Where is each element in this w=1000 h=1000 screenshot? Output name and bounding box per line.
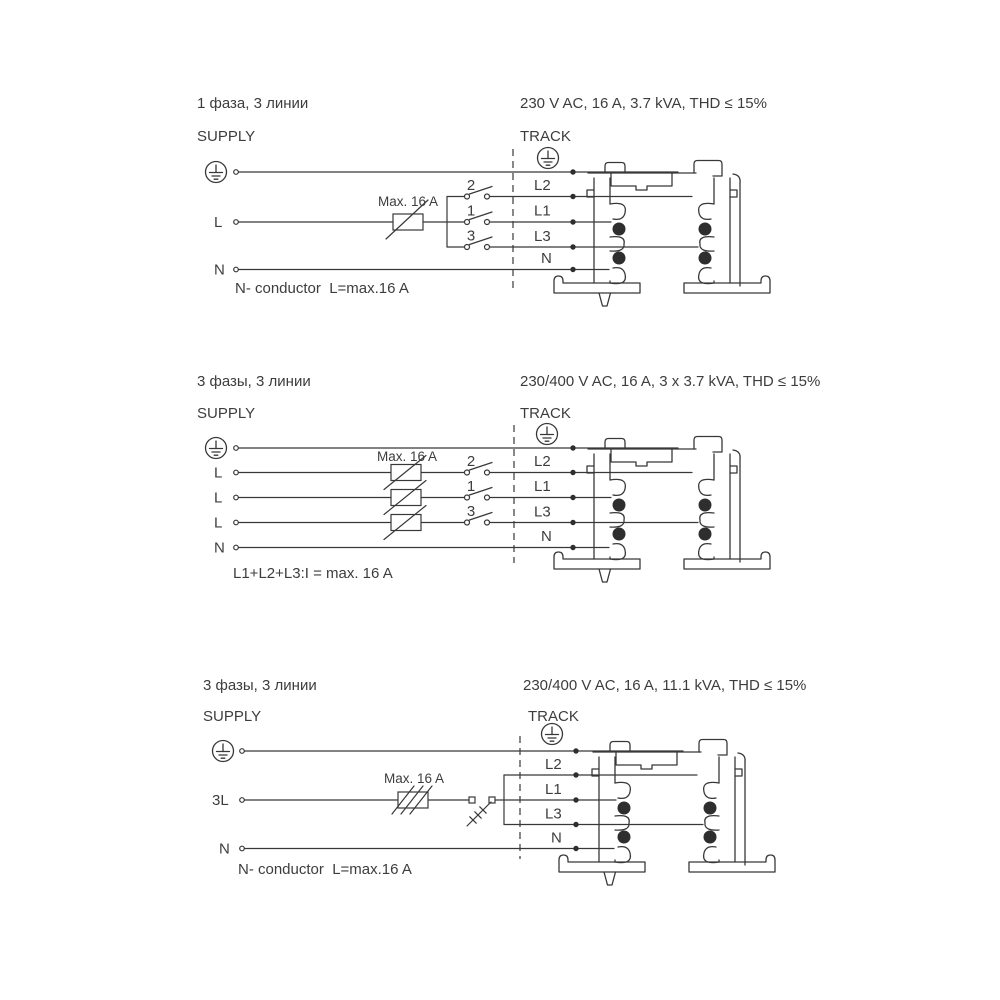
- fuse-symbols: [377, 449, 437, 540]
- terminal-label-l1: L: [214, 464, 223, 482]
- track-line-labels: [545, 756, 562, 847]
- track-label-n: N: [541, 528, 552, 545]
- switch-number-2: 2: [466, 177, 476, 194]
- terminal-label-n: N: [219, 840, 230, 858]
- track-label-l3: L3: [534, 503, 551, 521]
- supply-earth-icon: [206, 162, 227, 183]
- supply-heading: SUPPLY: [197, 128, 256, 145]
- phase-label: 3 фазы, 3 линии: [197, 373, 311, 390]
- track-label-l3: L3: [534, 228, 551, 245]
- diagram-single-phase-3-lines: [0, 90, 1000, 315]
- fuse-symbol-3pole: [384, 771, 444, 814]
- track-label-l2: L2: [534, 177, 551, 194]
- junction-dots: [570, 445, 575, 550]
- phase-label: 3 фазы, 3 линии: [203, 677, 317, 694]
- track-label-l1: L1: [534, 478, 551, 495]
- terminal-label-l2: L: [214, 489, 223, 507]
- fuse-label: Max. 16 A: [376, 449, 438, 464]
- terminal-label-l: L: [214, 214, 223, 231]
- track-profile: [554, 161, 770, 307]
- track-earth-icon: [538, 148, 559, 169]
- supply-heading: SUPPLY: [203, 708, 262, 725]
- track-label-l2: L2: [534, 453, 551, 470]
- track-profile: [554, 437, 770, 583]
- track-label-n: N: [541, 250, 552, 267]
- fuse-label: Max. 16 A: [377, 194, 439, 209]
- switch-number-1: 1: [466, 202, 476, 220]
- note-text: N- conductor L=max.16 A: [235, 280, 409, 297]
- track-earth-icon: [542, 724, 563, 745]
- track-heading: TRACK: [528, 708, 579, 725]
- supply-earth-icon: [213, 741, 234, 762]
- track-heading: TRACK: [520, 405, 571, 422]
- switch-number-1: 1: [466, 478, 476, 495]
- switch-number-2: 2: [466, 453, 476, 470]
- track-label-l1: L1: [534, 202, 551, 220]
- switch-number-3: 3: [466, 503, 476, 520]
- phase-label: 1 фаза, 3 линии: [197, 95, 309, 112]
- track-line-labels: [534, 453, 552, 545]
- junction-dots: [570, 169, 575, 272]
- supply-terminal-labels: [214, 465, 225, 557]
- terminal-label-l3: L: [214, 514, 223, 532]
- switch-number-3: 3: [466, 227, 476, 245]
- rating-label: 230/400 V AC, 16 A, 11.1 kVA, THD ≤ 15%: [523, 677, 807, 694]
- switch-group: [465, 177, 493, 250]
- supply-terminal-labels: [214, 214, 225, 279]
- track-earth-icon: [537, 424, 558, 445]
- track-label-l1: L1: [545, 781, 562, 798]
- track-label-l2: L2: [545, 756, 562, 773]
- fuse-label: Max. 16 A: [383, 771, 445, 786]
- junction-dots: [573, 748, 578, 851]
- note-text: L1+L2+L3:I = max. 16 A: [233, 565, 393, 582]
- terminal-label-3l: 3L: [212, 792, 229, 809]
- rating-label: 230/400 V AC, 16 A, 3 x 3.7 kVA, THD ≤ 15%: [520, 373, 821, 390]
- supply-earth-icon: [206, 438, 227, 459]
- track-heading: TRACK: [520, 128, 571, 145]
- track-label-n: N: [551, 829, 562, 847]
- track-profile: [559, 740, 775, 886]
- terminal-label-n: N: [214, 261, 225, 279]
- switch-group: [465, 453, 493, 525]
- terminal-label-n: N: [214, 539, 225, 557]
- track-label-l3: L3: [545, 805, 562, 823]
- supply-terminal-labels: [212, 792, 230, 858]
- switch-3pole: [467, 797, 495, 826]
- diagram-three-phase-common-feed: [0, 668, 1000, 900]
- note-text: N- conductor L=max.16 A: [238, 861, 412, 878]
- fuse-symbol: [378, 194, 438, 239]
- diagram-three-phase-3-lines: [0, 365, 1000, 590]
- supply-heading: SUPPLY: [197, 405, 256, 422]
- rating-label: 230 V AC, 16 A, 3.7 kVA, THD ≤ 15%: [520, 95, 767, 112]
